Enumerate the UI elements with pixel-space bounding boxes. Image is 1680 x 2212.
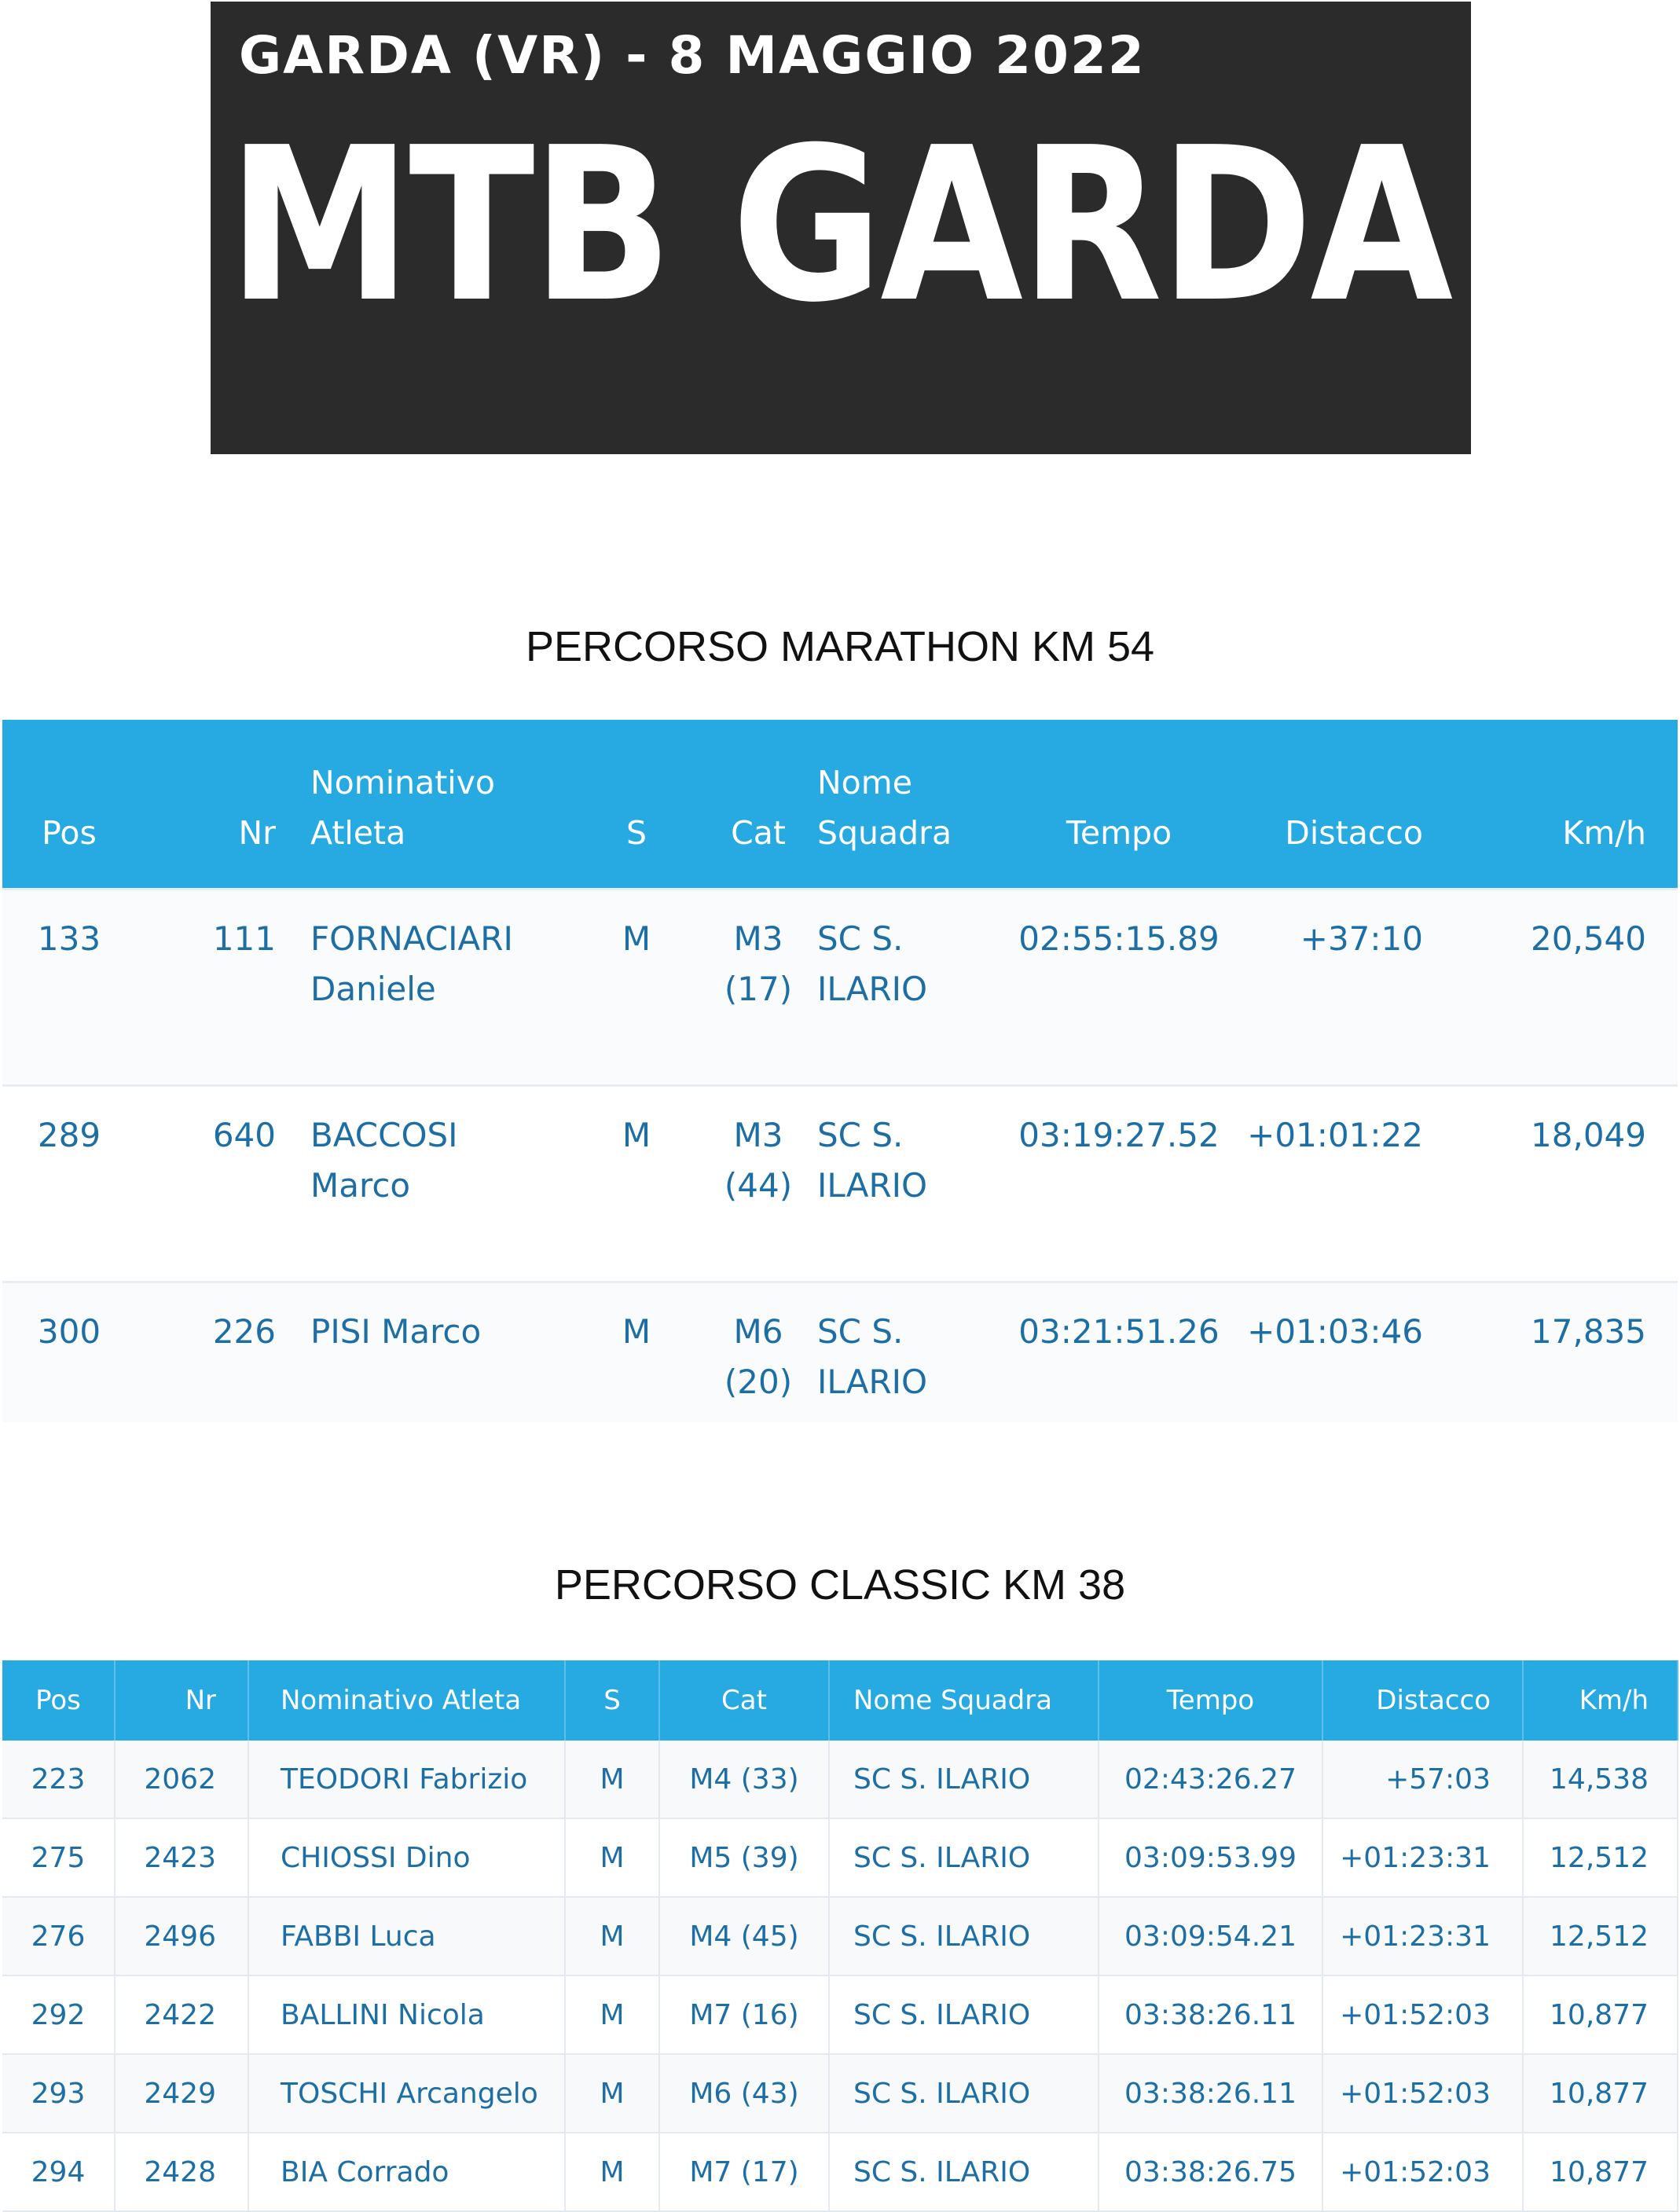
col-distacco: Distacco [1322,1660,1523,1741]
sex-cell: M [565,1741,659,1818]
athlete-cell: FORNACIARI Daniele [310,890,574,1086]
table-header-row [2,720,1678,890]
sex-cell: M [565,1897,659,1975]
col-kmh: Km/h [1458,720,1678,890]
team-cell: SC S. ILARIO [829,2133,1099,2211]
nr-cell: 2429 [115,2054,248,2133]
team-cell: SC S. ILARIO [817,1282,1008,1422]
nr-cell: 2423 [115,1818,248,1897]
sex-cell: M [565,2054,659,2133]
cat-cell: M6 (20) [699,1282,817,1422]
time-cell: 03:38:26.11 [1099,1975,1322,2054]
table-row [2,1897,1678,1975]
nr-cell: 2422 [115,1975,248,2054]
gap-cell: +37:10 [1230,890,1458,1086]
cat-cell: M4 (33) [659,1741,829,1818]
speed-cell: 18,049 [1458,1086,1678,1282]
cat-cell: M4 (45) [659,1897,829,1975]
table-header-row [2,1660,1678,1741]
pos-cell: 223 [2,1741,115,1818]
pos-cell: 292 [2,1975,115,2054]
pos-cell: 275 [2,1818,115,1897]
event-title: MTB GARDA [228,101,1451,349]
time-cell: 03:09:54.21 [1099,1897,1322,1975]
nr-cell: 2062 [115,1741,248,1818]
col-tempo: Tempo [1099,1660,1322,1741]
speed-cell: 12,512 [1523,1818,1678,1897]
gap-cell: +01:01:22 [1230,1086,1458,1282]
table-row [2,1818,1678,1897]
sex-cell: M [574,890,699,1086]
speed-cell: 10,877 [1523,2054,1678,2133]
pos-cell: 300 [2,1282,136,1422]
athlete-cell: BIA Corrado [248,2133,565,2211]
event-banner [211,2,1471,454]
table-row [2,1975,1678,2054]
team-cell: SC S. ILARIO [829,1975,1099,2054]
speed-cell: 17,835 [1458,1282,1678,1422]
time-cell: 03:38:26.75 [1099,2133,1322,2211]
table-row [2,1086,1678,1282]
nr-cell: 2428 [115,2133,248,2211]
time-cell: 03:21:51.26 [1008,1282,1230,1422]
classic-results-table [2,1660,1678,2212]
table-row [2,2054,1678,2133]
team-cell: SC S. ILARIO [829,1818,1099,1897]
cat-cell: M7 (16) [659,1975,829,2054]
speed-cell: 10,877 [1523,2133,1678,2211]
col-distacco: Distacco [1230,720,1458,890]
nr-cell: 640 [136,1086,310,1282]
col-cat: Cat [659,1660,829,1741]
table-row [2,1282,1678,1422]
marathon-results-table [2,720,1678,1422]
team-cell: SC S. ILARIO [817,890,1008,1086]
pos-cell: 294 [2,2133,115,2211]
cat-cell: M5 (39) [659,1818,829,1897]
sex-cell: M [565,1818,659,1897]
pos-cell: 293 [2,2054,115,2133]
col-nr: Nr [115,1660,248,1741]
team-cell: SC S. ILARIO [829,1741,1099,1818]
sex-cell: M [574,1282,699,1422]
nr-cell: 111 [136,890,310,1086]
speed-cell: 10,877 [1523,1975,1678,2054]
athlete-cell: CHIOSSI Dino [248,1818,565,1897]
speed-cell: 14,538 [1523,1741,1678,1818]
sex-cell: M [574,1086,699,1282]
athlete-cell: BACCOSI Marco [310,1086,574,1282]
athlete-cell: FABBI Luca [248,1897,565,1975]
col-squadra: Nome Squadra [829,1660,1099,1741]
cat-cell: M3 (44) [699,1086,817,1282]
col-pos: Pos [2,720,136,890]
cat-cell: M6 (43) [659,2054,829,2133]
pos-cell: 276 [2,1897,115,1975]
col-cat: Cat [699,720,817,890]
speed-cell: 12,512 [1523,1897,1678,1975]
event-date-location: GARDA (VR) - 8 MAGGIO 2022 [239,25,1146,86]
pos-cell: 133 [2,890,136,1086]
time-cell: 03:19:27.52 [1008,1086,1230,1282]
sex-cell: M [565,1975,659,2054]
nr-cell: 226 [136,1282,310,1422]
speed-cell: 20,540 [1458,890,1678,1086]
cat-cell: M7 (17) [659,2133,829,2211]
athlete-cell: PISI Marco [310,1282,574,1422]
classic-title: PERCORSO CLASSIC KM 38 [554,1561,1126,1609]
gap-cell: +01:03:46 [1230,1282,1458,1422]
time-cell: 03:09:53.99 [1099,1818,1322,1897]
nr-cell: 2496 [115,1897,248,1975]
gap-cell: +57:03 [1322,1741,1523,1818]
col-s: S [565,1660,659,1741]
gap-cell: +01:23:31 [1322,1818,1523,1897]
time-cell: 02:43:26.27 [1099,1741,1322,1818]
athlete-cell: BALLINI Nicola [248,1975,565,2054]
col-kmh: Km/h [1523,1660,1678,1741]
team-cell: SC S. ILARIO [829,1897,1099,1975]
table-row [2,2133,1678,2211]
table-row [2,890,1678,1086]
gap-cell: +01:52:03 [1322,2133,1523,2211]
col-tempo: Tempo [1008,720,1230,890]
team-cell: SC S. ILARIO [817,1086,1008,1282]
gap-cell: +01:52:03 [1322,1975,1523,2054]
marathon-title: PERCORSO MARATHON KM 54 [525,623,1155,670]
cat-cell: M3 (17) [699,890,817,1086]
col-nr: Nr [136,720,310,890]
col-nominativo: Nominativo Atleta [310,720,574,890]
sex-cell: M [565,2133,659,2211]
athlete-cell: TOSCHI Arcangelo [248,2054,565,2133]
team-cell: SC S. ILARIO [829,2054,1099,2133]
col-nominativo: Nominativo Atleta [248,1660,565,1741]
gap-cell: +01:23:31 [1322,1897,1523,1975]
athlete-cell: TEODORI Fabrizio [248,1741,565,1818]
col-squadra: Nome Squadra [817,720,1008,890]
table-row [2,1741,1678,1818]
col-s: S [574,720,699,890]
gap-cell: +01:52:03 [1322,2054,1523,2133]
time-cell: 02:55:15.89 [1008,890,1230,1086]
time-cell: 03:38:26.11 [1099,2054,1322,2133]
col-pos: Pos [2,1660,115,1741]
pos-cell: 289 [2,1086,136,1282]
